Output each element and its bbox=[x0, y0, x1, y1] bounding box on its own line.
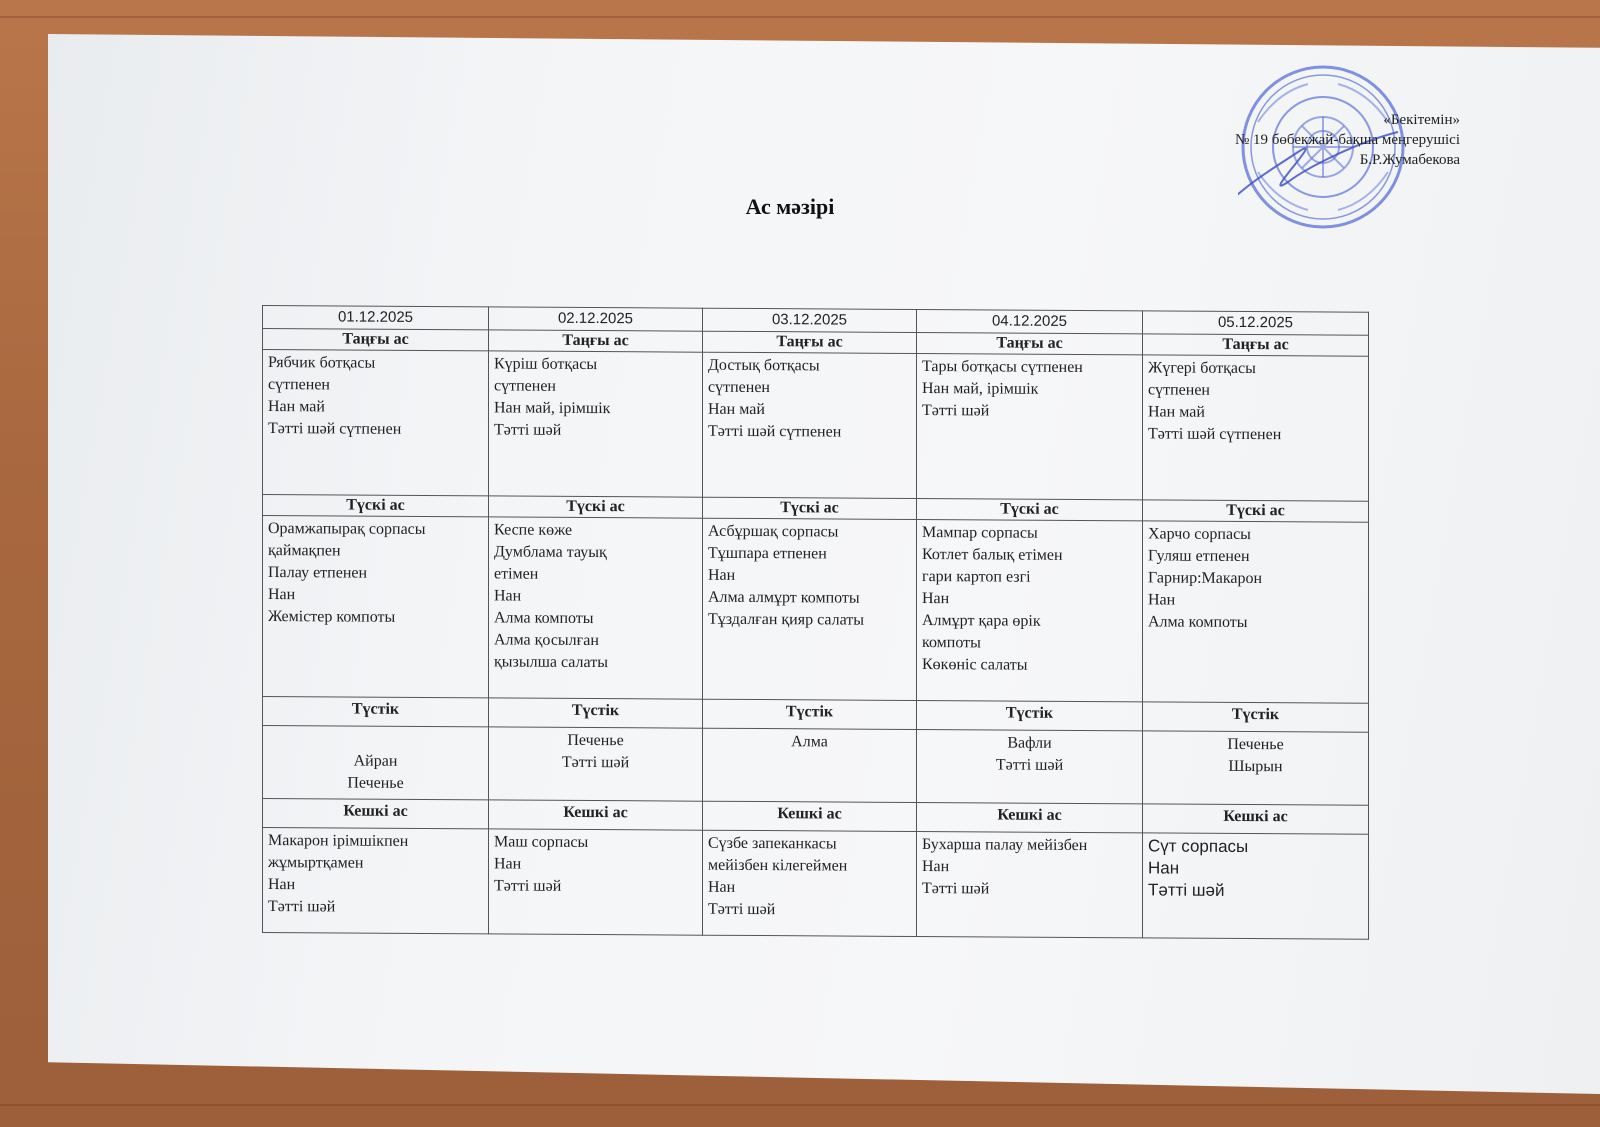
menu-cell bbox=[703, 352, 917, 498]
meal-header: Түскі ас bbox=[489, 496, 703, 518]
menu-item: Тары ботқасы сүтпенен bbox=[922, 358, 1083, 377]
date-cell: 03.12.2025 bbox=[703, 308, 917, 332]
meal-header: Түскі ас bbox=[917, 498, 1143, 520]
menu-item: компоты bbox=[922, 634, 981, 652]
meal-header: Таңғы ас bbox=[1143, 334, 1369, 356]
menu-item: Печенье bbox=[1227, 735, 1284, 754]
menu-item: Нан bbox=[1148, 591, 1176, 609]
meal-header: Түстік bbox=[703, 699, 917, 729]
menu-item: Жүгері ботқасы bbox=[1148, 359, 1256, 378]
menu-cell bbox=[1143, 833, 1369, 939]
meal-header: Кешкі ас bbox=[1143, 804, 1369, 834]
wood-grain bbox=[0, 1104, 1600, 1106]
menu-item: Нан bbox=[494, 587, 522, 605]
menu-cell bbox=[917, 831, 1143, 937]
meal-header: Кешкі ас bbox=[703, 801, 917, 831]
menu-item: Алма bbox=[791, 733, 828, 751]
approval-line: Б.Р.Жумабекова bbox=[1359, 152, 1460, 168]
menu-item: мейізбен кілегеймен bbox=[708, 856, 848, 875]
menu-cell bbox=[489, 829, 703, 935]
menu-cell bbox=[703, 728, 917, 802]
menu-item: Достық ботқасы bbox=[708, 356, 820, 375]
menu-cell bbox=[489, 351, 703, 497]
menu-item: Макарон ірімшікпен bbox=[268, 832, 409, 850]
date-cell: 05.12.2025 bbox=[1143, 311, 1369, 335]
menu-cell bbox=[489, 517, 703, 699]
approval-line: «Бекітемін» bbox=[1383, 112, 1460, 128]
menu-item: Маш сорпасы bbox=[494, 833, 589, 851]
menu-item: Нан май bbox=[268, 398, 325, 416]
menu-item: етімен bbox=[494, 565, 539, 583]
menu-item: Сүт сорпасы bbox=[1148, 836, 1249, 857]
menu-item: Печенье bbox=[567, 731, 624, 750]
menu-item: Бухарша палау мейізбен bbox=[922, 836, 1088, 855]
lunch-row bbox=[263, 516, 1369, 704]
meal-header: Таңғы ас bbox=[263, 329, 489, 351]
dinner-row bbox=[263, 828, 1369, 940]
menu-item: Айран bbox=[353, 752, 398, 770]
menu-item: Тәтті шәй bbox=[995, 756, 1064, 774]
menu-item: Тұшпара етпенен bbox=[708, 544, 827, 563]
menu-item: Алмұрт қара өрік bbox=[922, 612, 1041, 630]
menu-item: жұмыртқамен bbox=[268, 854, 364, 872]
menu-item: Тәтті шәй bbox=[268, 898, 336, 916]
meal-header: Түстік bbox=[489, 698, 703, 728]
menu-cell bbox=[703, 518, 917, 700]
menu-item: Гуляш етпенен bbox=[1148, 547, 1250, 566]
menu-cell bbox=[263, 350, 489, 496]
menu-item: Палау етпенен bbox=[268, 564, 368, 582]
menu-item: Тәтті шәй bbox=[494, 421, 562, 439]
menu-item: Думблама тауық bbox=[494, 543, 607, 562]
menu-item: Алма қосылған bbox=[494, 631, 599, 650]
menu-item: сүтпенен bbox=[708, 378, 770, 397]
date-cell: 04.12.2025 bbox=[917, 309, 1143, 333]
meal-header: Түстік bbox=[1143, 702, 1369, 732]
menu-item: Нан май bbox=[708, 400, 765, 419]
menu-item: Тәтті шәй bbox=[561, 753, 630, 772]
page-title: Ас мәзірі bbox=[745, 194, 835, 219]
menu-item: Харчо сорпасы bbox=[1148, 525, 1251, 544]
menu-item: гари картоп езгі bbox=[922, 568, 1031, 586]
menu-item: Нан май, ірімшік bbox=[922, 380, 1039, 398]
menu-item: Нан bbox=[268, 586, 296, 604]
menu-item: Тәтті шәй сүтпенен bbox=[1148, 425, 1282, 444]
menu-item: Кеспе көже bbox=[494, 521, 573, 539]
menu-item: Шырын bbox=[1228, 757, 1283, 776]
menu-item: Нан bbox=[708, 566, 736, 584]
menu-item: Жемістер компоты bbox=[268, 608, 396, 626]
menu-item: Нан bbox=[1148, 858, 1180, 878]
menu-cell bbox=[263, 726, 489, 800]
meal-header: Түскі ас bbox=[263, 495, 489, 517]
date-cell: 02.12.2025 bbox=[489, 307, 703, 331]
breakfast-row bbox=[263, 350, 1369, 502]
date-cell: 01.12.2025 bbox=[263, 306, 489, 330]
menu-item: Нан май, ірімшік bbox=[494, 399, 611, 418]
menu-item: Алма алмұрт компоты bbox=[708, 588, 860, 607]
menu-cell bbox=[1143, 355, 1369, 501]
meal-header: Таңғы ас bbox=[917, 332, 1143, 354]
menu-item: Нан bbox=[922, 590, 950, 608]
menu-item: Орамжапырақ сорпасы bbox=[268, 520, 426, 538]
menu-item: Нан bbox=[268, 876, 296, 894]
menu-item: Алма компоты bbox=[1148, 613, 1248, 632]
menu-item: Асбұршақ сорпасы bbox=[708, 522, 839, 541]
menu-item: Күріш ботқасы bbox=[494, 355, 598, 374]
approval-line: № 19 бөбекжай-бақша меңгерушісі bbox=[1234, 132, 1460, 148]
menu-cell bbox=[703, 830, 917, 936]
menu-item: Гарнир:Макарон bbox=[1148, 569, 1263, 588]
menu-item: қызылша салаты bbox=[494, 653, 608, 672]
wood-grain bbox=[0, 16, 1600, 18]
meal-header: Түстік bbox=[263, 697, 489, 727]
menu-item: Көкөніс салаты bbox=[922, 656, 1028, 674]
meal-header: Кешкі ас bbox=[489, 800, 703, 830]
menu-cell bbox=[1143, 731, 1369, 805]
meal-header: Түскі ас bbox=[703, 497, 917, 519]
meal-header: Таңғы ас bbox=[703, 331, 917, 353]
meal-header: Кешкі ас bbox=[263, 799, 489, 829]
menu-cell bbox=[263, 516, 489, 698]
menu-item: Тәтті шәй bbox=[922, 880, 990, 898]
menu-item: Тәтті шәй bbox=[494, 877, 562, 895]
menu-item: Нан bbox=[922, 858, 950, 876]
menu-item: Тәтті шәй bbox=[708, 900, 776, 919]
menu-item: Нан bbox=[708, 878, 736, 896]
menu-item: Тәтті шәй сүтпенен bbox=[268, 420, 402, 438]
menu-cell bbox=[917, 729, 1143, 803]
meal-header: Таңғы ас bbox=[489, 330, 703, 352]
menu-item: Печенье bbox=[347, 774, 404, 792]
menu-item: сүтпенен bbox=[268, 376, 330, 394]
meal-header: Кешкі ас bbox=[917, 802, 1143, 832]
approval-block bbox=[1235, 110, 1460, 170]
menu-table bbox=[262, 305, 1369, 940]
meal-header: Түскі ас bbox=[1143, 500, 1369, 522]
menu-item: сүтпенен bbox=[1148, 381, 1210, 399]
menu-item: Алма компоты bbox=[494, 609, 594, 628]
menu-item: Тәтті шәй bbox=[1148, 880, 1225, 900]
menu-item: Нан май bbox=[1148, 403, 1205, 421]
snack-row bbox=[263, 726, 1369, 806]
menu-item: Тәтті шәй bbox=[922, 402, 990, 420]
menu-item: Нан bbox=[494, 855, 522, 873]
menu-cell bbox=[489, 727, 703, 801]
menu-item: Вафли bbox=[1007, 734, 1052, 752]
menu-cell bbox=[263, 828, 489, 934]
menu-item: Мампар сорпасы bbox=[922, 524, 1038, 542]
menu-item: қаймақпен bbox=[268, 542, 341, 560]
menu-item: Тұздалған қияр салаты bbox=[708, 610, 865, 629]
menu-item: Сүзбе запеканкасы bbox=[708, 834, 837, 853]
menu-item bbox=[268, 728, 483, 751]
menu-cell bbox=[1143, 521, 1369, 703]
meal-header: Түстік bbox=[917, 700, 1143, 730]
menu-item: сүтпенен bbox=[494, 377, 556, 395]
menu-item: Котлет балық етімен bbox=[922, 546, 1063, 564]
menu-item: Рябчик ботқасы bbox=[268, 354, 376, 372]
menu-cell bbox=[917, 519, 1143, 701]
menu-cell bbox=[917, 353, 1143, 499]
menu-item: Тәтті шәй сүтпенен bbox=[708, 422, 842, 441]
